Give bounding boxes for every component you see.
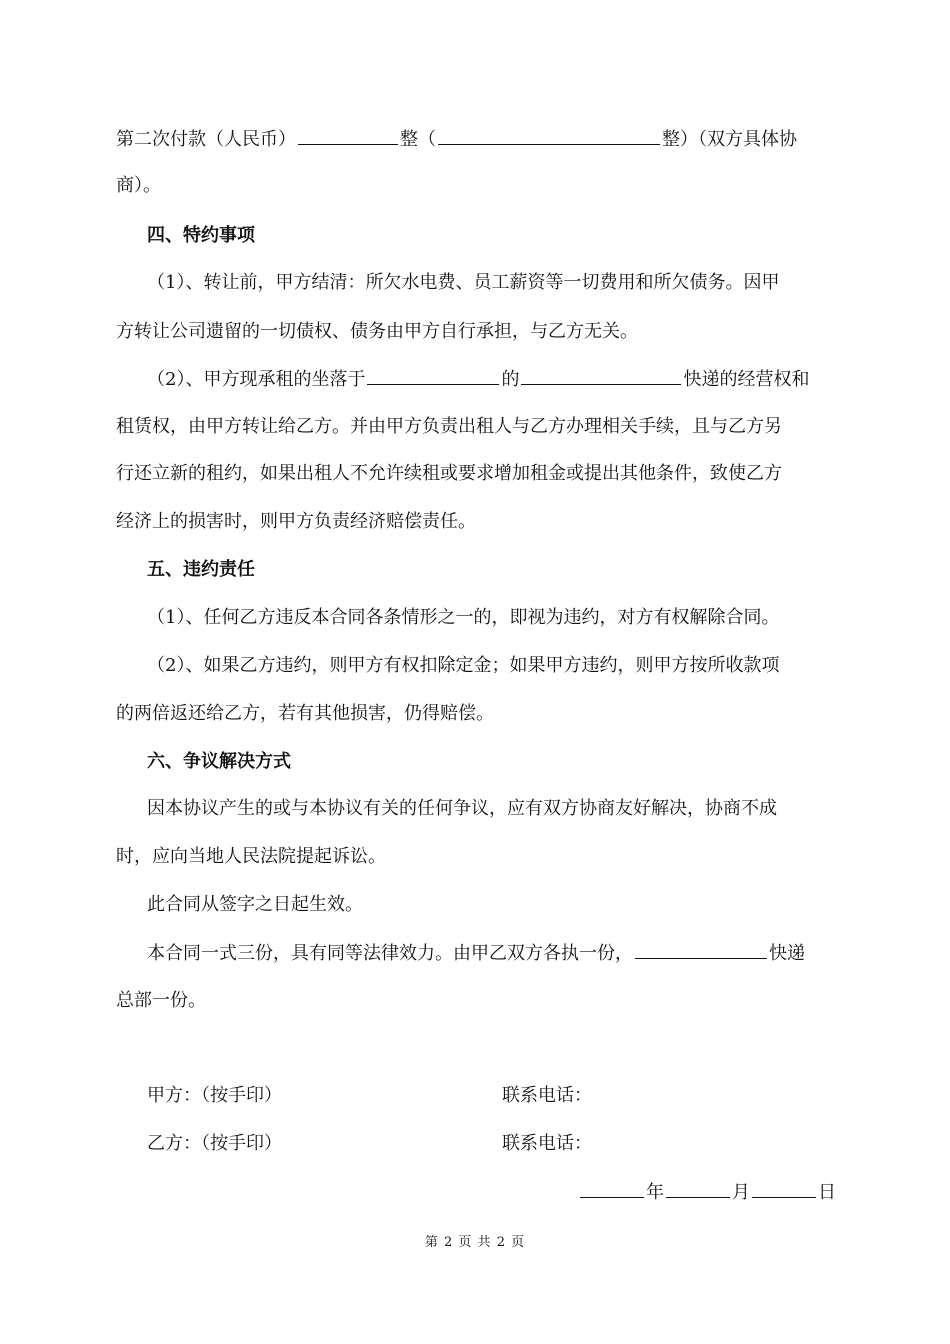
copies-text-1: 本合同一式三份，具有同等法律效力。由甲乙双方各执一份，: [147, 943, 633, 964]
courier-name-blank[interactable]: [521, 367, 681, 385]
sec6-para-line1: 因本协议产生的或与本协议有关的任何争议，应有双方协商友好解决，协商不成: [147, 798, 777, 819]
section4-heading: 四、特约事项: [147, 225, 255, 246]
month-blank[interactable]: [666, 1180, 730, 1198]
year-blank[interactable]: [580, 1180, 644, 1198]
section6-heading: 六、争议解决方式: [147, 751, 291, 772]
party-b-signature: 乙方：（按手印）: [147, 1133, 282, 1154]
sec5-item2-line2: 的两倍返还给乙方，若有其他损害，仍得赔偿。: [116, 703, 494, 724]
sec4-item2-line2: 租赁权，由甲方转让给乙方。并由甲方负责出租人与乙方办理相关手续，且与乙方另: [116, 416, 782, 437]
party-b-phone-label: 联系电话：: [502, 1133, 592, 1154]
month-label: 月: [732, 1182, 750, 1203]
payment2-cont: 商）。: [116, 175, 161, 196]
payment2-text-3: 整）（双方具体协: [662, 129, 797, 150]
sec4-item2-text-3: 快递的经营权和: [683, 369, 810, 390]
courier-hq-blank[interactable]: [635, 941, 767, 959]
sec6-para-line2: 时，应向当地人民法院提起诉讼。: [116, 846, 386, 867]
copies-cont: 总部一份。: [116, 990, 206, 1011]
sec4-item2-line3: 行还立新的租约，如果出租人不允许续租或要求增加租金或提出其他条件，致使乙方: [116, 463, 782, 484]
payment2-text-2: 整（: [400, 129, 436, 150]
day-label: 日: [818, 1182, 836, 1203]
payment2-line: [116, 127, 797, 152]
year-label: 年: [646, 1182, 664, 1203]
sec5-item2-line1: （2）、如果乙方违约，则甲方有权扣除定金；如果甲方违约，则甲方按所收款项: [147, 655, 780, 676]
party-a-phone-label: 联系电话：: [502, 1085, 592, 1106]
day-blank[interactable]: [752, 1180, 816, 1198]
sec4-item2-line4: 经济上的损害时，则甲方负责经济赔偿责任。: [116, 511, 476, 532]
copies-text-2: 快递: [769, 943, 805, 964]
sec4-item2-text-2: 的: [501, 369, 520, 390]
sec5-item1: （1）、任何乙方违反本合同各条情形之一的，即视为违约，对方有权解除合同。: [147, 607, 780, 628]
effective-clause: 此合同从签字之日起生效。: [147, 894, 363, 915]
amount-blank[interactable]: [298, 127, 398, 145]
sec4-item2-line1: [147, 367, 809, 392]
payment2-text-1: 第二次付款（人民币）: [116, 129, 296, 150]
location-blank[interactable]: [367, 367, 499, 385]
page-footer: 第 2 页 共 2 页: [424, 1235, 526, 1250]
sec4-item1-line1: （1）、转让前，甲方结清：所欠水电费、员工薪资等一切费用和所欠债务。因甲: [147, 272, 780, 293]
section5-heading: 五、违约责任: [147, 559, 255, 580]
date-line: [578, 1180, 836, 1205]
copies-line1: [147, 941, 805, 966]
sec4-item1-line2: 方转让公司遗留的一切债权、债务由甲方自行承担，与乙方无关。: [116, 321, 638, 342]
sec4-item2-text-1: （2）、甲方现承租的坐落于: [147, 369, 366, 390]
party-a-signature: 甲方：（按手印）: [147, 1085, 282, 1106]
amount-words-blank[interactable]: [438, 127, 660, 145]
